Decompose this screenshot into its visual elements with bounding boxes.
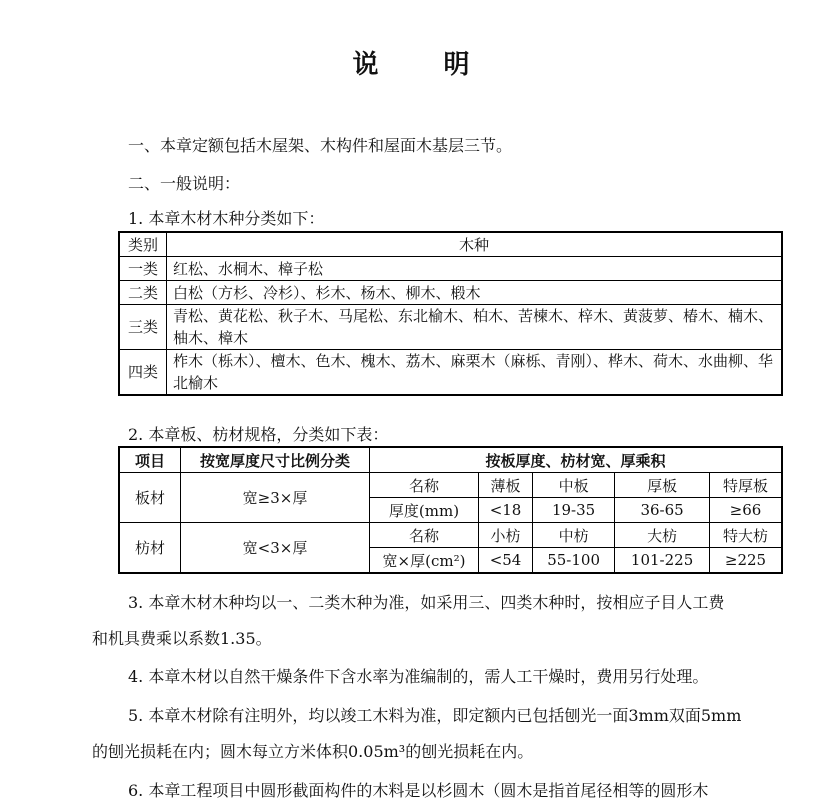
- para-drying: 4. 本章木材以自然干燥条件下含水率为准编制的，需人工干燥时，费用另行处理。: [128, 667, 709, 686]
- para-planing: 5. 本章木材除有注明外，均以竣工木料为准，即定额内已包括刨光一面3mm双面5mm: [128, 706, 742, 725]
- para-wood-class: 1. 本章木材木种分类如下：: [128, 209, 325, 228]
- table-cell: 宽×厚(cm²): [370, 548, 479, 574]
- table-row: [119, 257, 782, 281]
- table-cell: 36-65: [615, 498, 710, 523]
- para-species-factor: 3. 本章木材木种均以一、二类木种为准，如采用三、四类木种时，按相应子目人工费: [128, 593, 725, 612]
- table-cell: 板材: [119, 473, 181, 523]
- wood-species-table: [118, 231, 783, 396]
- board-lumber-table: [118, 446, 783, 574]
- table-row: [119, 305, 782, 350]
- table-cell: 宽≥3×厚: [181, 473, 370, 523]
- para-planing-cont: 的刨光损耗在内；圆木每立方米体积0.05m³的刨光损耗在内。: [92, 742, 534, 761]
- table-header: 项目: [119, 447, 181, 473]
- table-header: 木种: [167, 232, 783, 257]
- table-cell: 101-225: [615, 548, 710, 574]
- table-cell: 宽<3×厚: [181, 523, 370, 574]
- table-cell: 三类: [119, 305, 167, 350]
- table-cell: ≥225: [710, 548, 783, 574]
- table-row: [119, 473, 782, 498]
- table-cell: 19-35: [533, 498, 615, 523]
- para-round-timber: 6. 本章工程项目中圆形截面构件的木料是以杉圆木（圆木是指首尾径相等的圆形木: [128, 781, 709, 800]
- table-cell: 55-100: [533, 548, 615, 574]
- table-cell: 厚板: [615, 473, 710, 498]
- table-cell: 四类: [119, 350, 167, 396]
- table-row: [119, 350, 782, 396]
- table-row: [119, 523, 782, 548]
- table-cell: 薄板: [479, 473, 533, 498]
- para-board-spec: 2. 本章板、枋材规格，分类如下表：: [128, 425, 389, 444]
- table-cell: ≥66: [710, 498, 783, 523]
- table-cell: 厚度(mm): [370, 498, 479, 523]
- para-species-factor-cont: 和机具费乘以系数1.35。: [92, 629, 272, 648]
- table-cell: 名称: [370, 523, 479, 548]
- table-header: 按板厚度、枋材宽、厚乘积: [370, 447, 783, 473]
- table-cell: <54: [479, 548, 533, 574]
- table-cell: 白松（方杉、冷杉）、杉木、杨木、柳木、椴木: [167, 281, 783, 305]
- table-cell: 青松、黄花松、秋子木、马尾松、东北榆木、柏木、苦楝木、梓木、黄菠萝、椿木、楠木、柚木、樟木: [167, 305, 783, 350]
- table-cell: 枋材: [119, 523, 181, 574]
- table-cell: 大枋: [615, 523, 710, 548]
- table-header: 按宽厚度尺寸比例分类: [181, 447, 370, 473]
- table-cell: 柞木（栎木）、檀木、色木、槐木、荔木、麻栗木（麻栎、青刚）、桦木、荷木、水曲柳、华北榆木: [167, 350, 783, 396]
- page-title: 说 明: [352, 50, 498, 80]
- table-row: [119, 281, 782, 305]
- table-cell: 中板: [533, 473, 615, 498]
- para-general: 二、一般说明：: [128, 174, 241, 193]
- table-cell: 中枋: [533, 523, 615, 548]
- table-header: 类别: [119, 232, 167, 257]
- table-cell: 特厚板: [710, 473, 783, 498]
- table-cell: 一类: [119, 257, 167, 281]
- table-cell: 名称: [370, 473, 479, 498]
- table-cell: 红松、水桐木、樟子松: [167, 257, 783, 281]
- table-cell: 小枋: [479, 523, 533, 548]
- para-scope: 一、本章定额包括木屋架、木构件和屋面木基层三节。: [128, 136, 513, 155]
- table-cell: 二类: [119, 281, 167, 305]
- table-cell: <18: [479, 498, 533, 523]
- table-cell: 特大枋: [710, 523, 783, 548]
